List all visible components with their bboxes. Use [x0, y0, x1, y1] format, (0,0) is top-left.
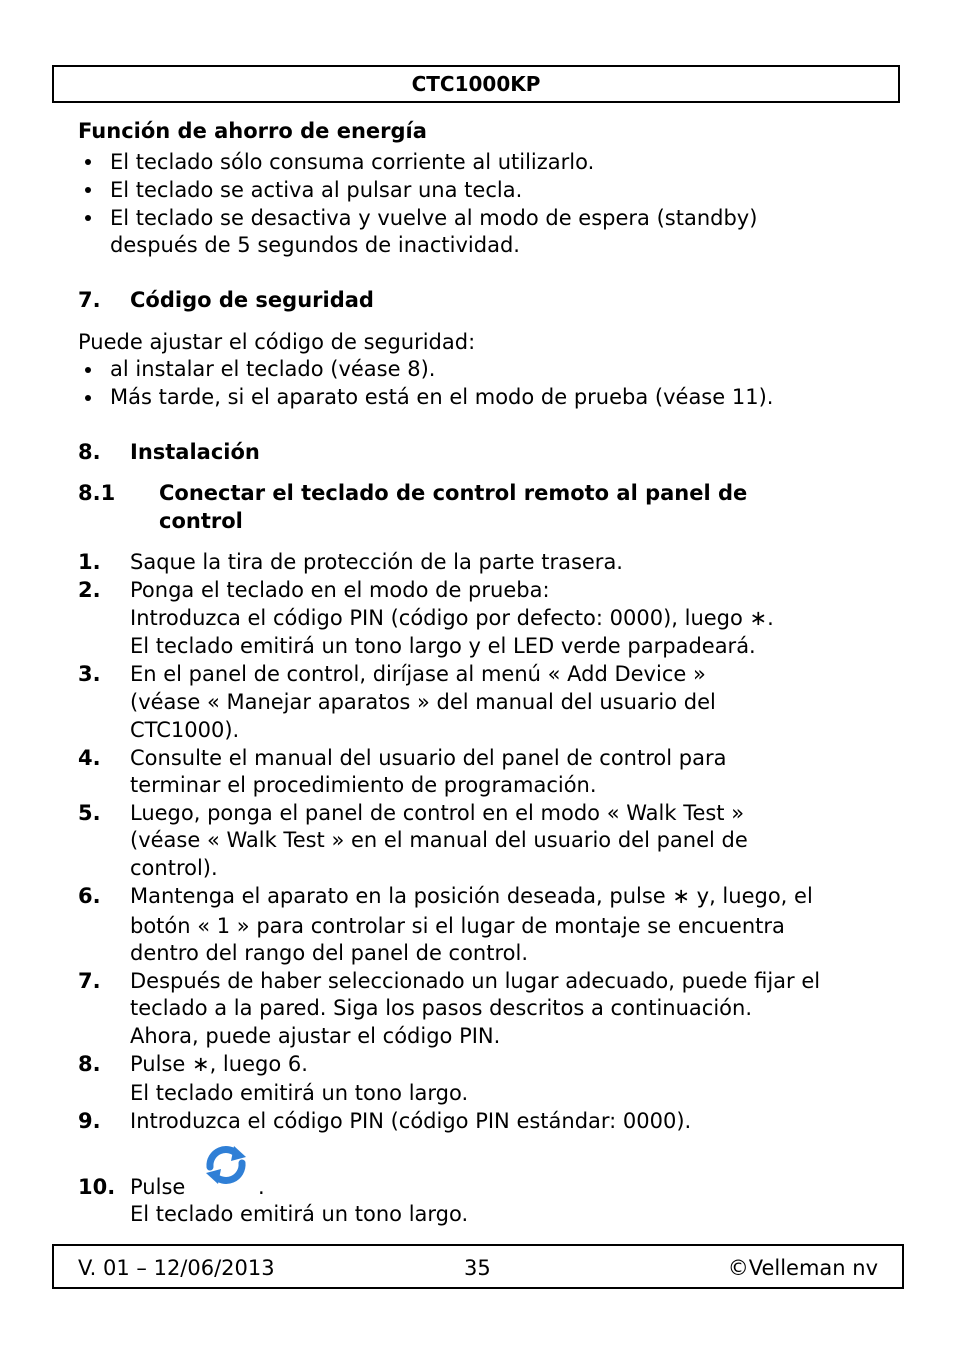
step-line: terminar el procedimiento de programación. — [130, 773, 597, 797]
section-heading: Instalación — [130, 440, 260, 464]
energy-bullet-continuation: después de 5 segundos de inactividad. — [110, 233, 520, 257]
step-line: Saque la tira de protección de la parte trasera. — [130, 550, 623, 574]
step-line: El teclado emitirá un tono largo. — [130, 1202, 469, 1226]
step-line: Mantenga el aparato en la posición deseada, pulse ∗ y, luego, el — [130, 884, 813, 908]
step-number: 8. — [78, 1052, 101, 1076]
section7-bullet: Más tarde, si el aparato está en el modo de prueba (véase 11). — [110, 385, 774, 409]
footer-version: V. 01 – 12/06/2013 — [78, 1256, 275, 1280]
energy-heading: Función de ahorro de energía — [78, 119, 427, 143]
energy-bullet: El teclado se desactiva y vuelve al modo de espera (standby) — [110, 206, 758, 230]
bullet-dot — [85, 159, 91, 165]
step-line: Ponga el teclado en el modo de prueba: — [130, 578, 550, 602]
step-line: CTC1000). — [130, 718, 240, 742]
step-line: Ahora, puede ajustar el código PIN. — [130, 1024, 501, 1048]
step-line: Introduzca el código PIN (código por defecto: 0000), luego ∗. — [130, 606, 774, 630]
page-footer — [52, 1244, 904, 1289]
subsection-heading: Conectar el teclado de control remoto al panel de — [159, 481, 748, 505]
step-line: botón « 1 » para controlar si el lugar de montaje se encuentra — [130, 914, 785, 938]
step-number: 4. — [78, 746, 101, 770]
step-line: Luego, ponga el panel de control en el modo « Walk Test » — [130, 801, 745, 825]
step-line: El teclado emitirá un tono largo y el LED verde parpadeará. — [130, 634, 756, 658]
step-line: (véase « Manejar aparatos » del manual del usuario del — [130, 690, 716, 714]
step-line: Después de haber seleccionado un lugar adecuado, puede fijar el — [130, 969, 821, 993]
bullet-dot — [85, 215, 91, 221]
energy-bullet: El teclado se activa al pulsar una tecla. — [110, 178, 523, 202]
step-number: 7. — [78, 969, 101, 993]
header-title: CTC1000KP — [52, 65, 900, 103]
step-line: (véase « Walk Test » en el manual del usuario del panel de — [130, 828, 748, 852]
step-line: Pulse ∗, luego 6. — [130, 1052, 308, 1076]
step-line: Introduzca el código PIN (código PIN estándar: 0000). — [130, 1109, 692, 1133]
step-number: 6. — [78, 884, 101, 908]
subsection-number: 8.1 — [78, 481, 116, 505]
step-line-period: . — [258, 1175, 265, 1199]
section-heading: Código de seguridad — [130, 288, 374, 312]
energy-bullet: El teclado sólo consuma corriente al utilizarlo. — [110, 150, 595, 174]
step-line: dentro del rango del panel de control. — [130, 941, 529, 965]
step-number: 9. — [78, 1109, 101, 1133]
footer-copyright: ©Velleman nv — [727, 1256, 878, 1280]
step-line: Consulte el manual del usuario del panel de control para — [130, 746, 727, 770]
step-number: 10. — [78, 1175, 116, 1199]
section7-bullet: al instalar el teclado (véase 8). — [110, 357, 436, 381]
section-intro: Puede ajustar el código de seguridad: — [78, 330, 476, 354]
subsection-heading-continuation: control — [159, 509, 243, 533]
footer-page-number: 35 — [464, 1256, 491, 1280]
step-number: 3. — [78, 662, 101, 686]
bullet-dot — [85, 367, 91, 373]
step-line: En el panel de control, diríjase al menú « Add Device » — [130, 662, 706, 686]
section-number: 7. — [78, 288, 101, 312]
step-line: Pulse — [130, 1175, 186, 1199]
section-number: 8. — [78, 440, 101, 464]
step-number: 5. — [78, 801, 101, 825]
step-line: El teclado emitirá un tono largo. — [130, 1081, 469, 1105]
sync-arrows-icon — [200, 1143, 252, 1187]
step-line: teclado a la pared. Siga los pasos descritos a continuación. — [130, 996, 753, 1020]
step-number: 1. — [78, 550, 101, 574]
bullet-dot — [85, 395, 91, 401]
step-number: 2. — [78, 578, 101, 602]
step-line: control). — [130, 856, 218, 880]
bullet-dot — [85, 187, 91, 193]
